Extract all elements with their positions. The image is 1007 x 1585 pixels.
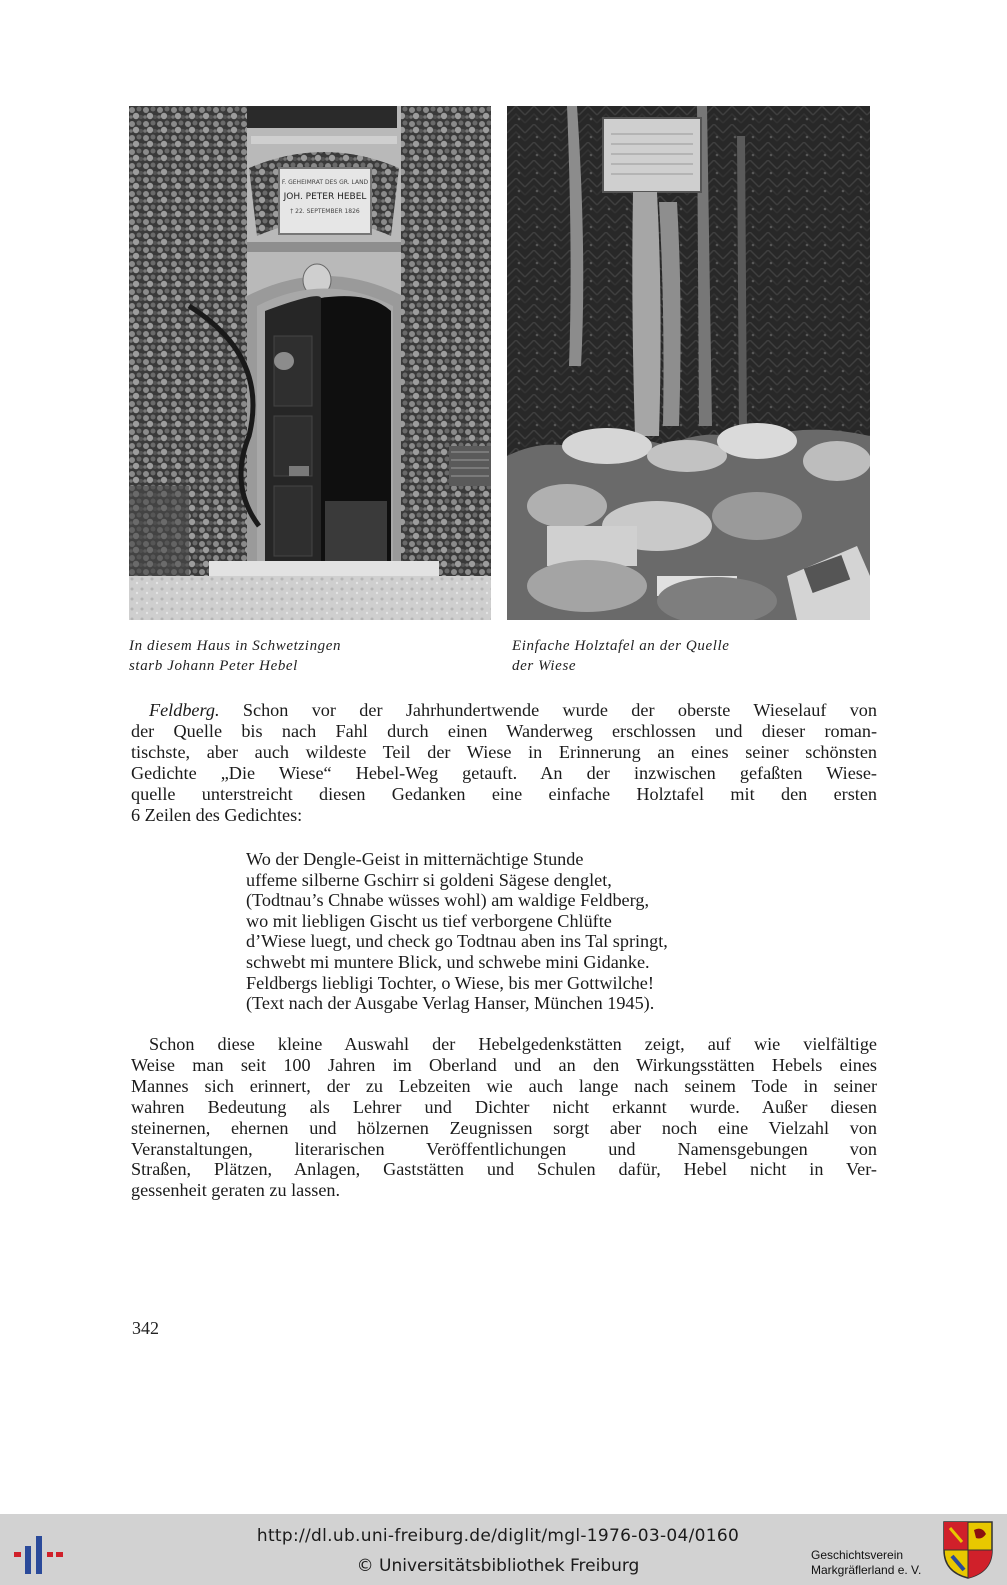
paragraph-line: Veranstaltungen, literarischen Veröffentlichungen und Namensgebungen von	[131, 1138, 877, 1159]
paragraph-feldberg	[131, 700, 877, 825]
paragraph-line: 6 Zeilen des Gedichtes:	[131, 804, 303, 825]
poem-line: d’Wiese luegt, und check go Todtnau aben ins Tal springt,	[246, 931, 668, 952]
poem-line: Wo der Dengle-Geist in mitternächtige Stunde	[246, 849, 584, 869]
ub-freiburg-logo-icon	[14, 1536, 64, 1574]
plaque-line-1: F. GEHEIMRAT DES GR. LAND	[281, 179, 369, 186]
caption-right	[512, 636, 872, 676]
caption-right-line: Einfache Holztafel an der Quelle	[512, 638, 730, 654]
paragraph-line: Gedichte „Die Wiese“ Hebel-Weg getauft. An der inzwischen gefaßten Wiese-	[131, 762, 877, 783]
copyright-notice: © Universitätsbibliothek Freiburg	[356, 1556, 640, 1576]
society-name-line: Markgräflerland e. V.	[811, 1563, 922, 1577]
poem-line: Feldbergs liebligi Tochter, o Wiese, bis mer Gottwilche!	[246, 972, 654, 993]
footer-bar	[0, 1514, 1007, 1585]
plaque-line-3: † 22. SEPTEMBER 1826	[290, 208, 360, 215]
caption-left	[129, 636, 489, 676]
paragraph-line: steinernen, ehernen und hölzernen Zeugnissen sorgt aber noch eine Vielzahl von	[131, 1117, 877, 1138]
paragraph-line	[131, 700, 877, 721]
society-name	[811, 1548, 921, 1578]
page-number: 342	[132, 1318, 159, 1338]
photo-hebel-house-doorway	[129, 106, 491, 620]
plaque-line-2: JOH. PETER HEBEL	[283, 192, 367, 202]
paragraph-line: Schon diese kleine Auswahl der Hebelgedenkstätten zeigt, auf wie vielfältige	[149, 1034, 877, 1054]
paragraph-line: der Quelle bis nach Fahl durch einen Wanderweg erschlossen und dieser roman-	[131, 720, 877, 741]
paragraph-summary	[131, 1034, 877, 1201]
paragraph-line: wahren Bedeutung als Lehrer und Dichter nicht erkannt wurde. Außer diesen	[131, 1096, 877, 1117]
paragraph-line: gessenheit geraten zu lassen.	[131, 1180, 341, 1201]
paragraph-line: Weise man seit 100 Jahren im Oberland und an den Wirkungsstätten Hebels eines	[131, 1054, 877, 1075]
society-name-line: Geschichtsverein	[811, 1548, 904, 1562]
paragraph-line-rest: Schon vor der Jahrhundertwende wurde der oberste Wieselauf von	[219, 700, 877, 720]
poem-line: (Todtnau’s Chnabe wüsses wohl) am waldige Feldberg,	[246, 890, 649, 911]
poem-die-wiese	[246, 849, 668, 1014]
paragraph-line: tischste, aber auch wildeste Teil der Wiese in Erinnerung an eines seiner schönsten	[131, 741, 877, 762]
photo-wiese-spring-board	[507, 106, 870, 620]
lead-word-feldberg: Feldberg.	[149, 700, 220, 720]
poem-line: schwebt mi muntere Blick, und schwebe mini Gidanke.	[246, 951, 650, 972]
paragraph-line: Mannes sich erinnert, der zu Lebzeiten wie auch lange nach seinem Tode in seiner	[131, 1075, 877, 1096]
paragraph-line: Straßen, Plätzen, Anlagen, Gaststätten und Schulen dafür, Hebel nicht in Ver-	[131, 1159, 877, 1180]
caption-right-line: der Wiese	[512, 658, 577, 674]
caption-left-line: starb Johann Peter Hebel	[129, 658, 298, 674]
document-url-link[interactable]: http://dl.ub.uni-freiburg.de/diglit/mgl-1976-03-04/0160	[256, 1526, 740, 1546]
poem-source: (Text nach der Ausgabe Verlag Hanser, München 1945).	[246, 993, 655, 1014]
coat-of-arms-icon	[942, 1520, 994, 1580]
paragraph-line: quelle unterstreicht diesen Gedanken eine einfache Holztafel mit den ersten	[131, 783, 877, 804]
caption-left-line: In diesem Haus in Schwetzingen	[129, 638, 342, 654]
poem-line: wo mit liebligen Gischt us tief verborgene Chlüfte	[246, 910, 612, 931]
poem-line: uffeme silberne Gschirr si goldeni Sägese denglet,	[246, 869, 612, 890]
